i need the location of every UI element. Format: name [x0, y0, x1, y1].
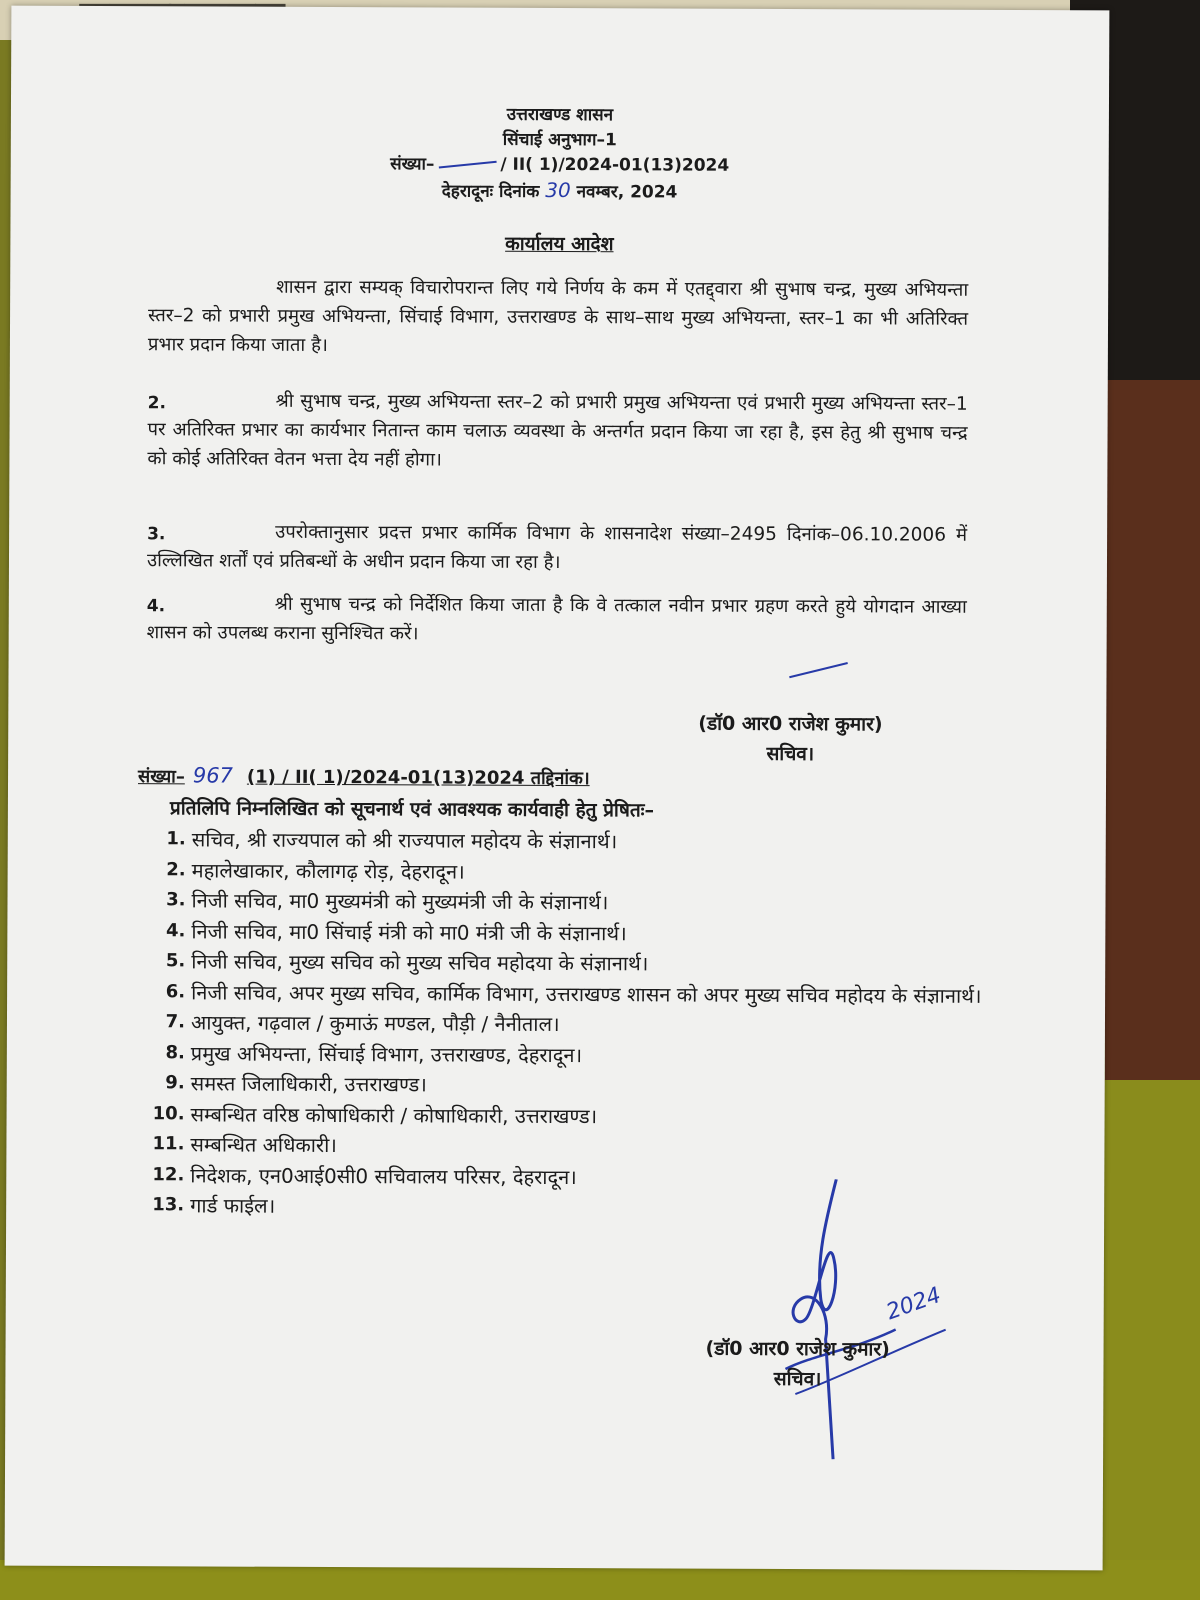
list-item-number: 12.: [152, 1163, 185, 1185]
order-title: कार्यालय आदेश: [505, 232, 614, 256]
list-item: [147, 1099, 1017, 1133]
document-page: [5, 6, 1110, 1571]
list-item: [147, 1038, 1017, 1072]
background-right-brown: [1105, 380, 1200, 1100]
list-item-number: 7.: [165, 1011, 186, 1033]
paragraph-1: शासन द्वारा सम्यक् विचारोपरान्त लिए गये निर्णय के कम में एतद्द्वारा श्री सुभाष चन्द्र, मुख्य अभियन्ता स्तर–2 को प्रभारी प्रमुख अभियन्ता, सिंचाई विभाग, उत्तराखण्ड के साथ–साथ मुख्य अभियन्ता, स्तर–1 का भी अतिरिक्त प्रभार प्रदान किया जाता है।: [147, 276, 969, 356]
list-item: [148, 824, 1018, 858]
list-item-text: महालेखाकार, कौलागढ़ रोड़, देहरादून।: [191, 857, 465, 884]
paragraph-3-number: 3.: [147, 524, 166, 545]
list-item-text: आयुक्त, गढ़वाल / कुमाऊं मण्डल, पौड़ी / नैनीताल।: [190, 1010, 560, 1037]
paragraph-4-number: 4.: [146, 596, 166, 617]
copy-reference: संख्या– 967 (1) / II( 1)/2024-01(13)2024 तद्दिनांक।: [137, 763, 590, 790]
list-item-text: समस्त जिलाधिकारी, उत्तराखण्ड।: [190, 1071, 427, 1097]
paragraph-2: श्री सुभाष चन्द्र, मुख्य अभियन्ता स्तर–2 को प्रभारी प्रमुख अभियन्ता एवं प्रभारी मुख्य अभियन्ता स्तर–1 पर अतिरिक्त प्रभार का कार्यभार नितान्त काम चलाऊ व्यवस्था के अन्तर्गत प्रदान किया जा रहा है, इस हेतु श्री सुभाष चन्द्र को कोई अतिरिक्त वेतन भत्ता देय नहीं होगा।: [147, 390, 968, 471]
list-item-text: निदेशक, एन0आई0सी0 सचिवालय परिसर, देहरादून।: [190, 1162, 577, 1189]
list-item-text: सम्बन्धित वरिष्ठ कोषाधिकारी / कोषाधिकारी, उत्तराखण्ड।: [190, 1101, 598, 1128]
signatory-2-name: (डॉ0 आर0 राजेश कुमार): [705, 1337, 890, 1361]
handwritten-date: 30: [545, 177, 571, 203]
list-item-text: गार्ड फाईल।: [190, 1193, 276, 1218]
signatory-2-designation: सचिव।: [773, 1367, 822, 1391]
list-item-number: 6.: [165, 980, 186, 1002]
paragraph-2-number: 2.: [147, 393, 167, 414]
document-header: [11, 101, 1109, 208]
handwritten-stroke: [438, 161, 496, 169]
list-item-number: 5.: [165, 950, 186, 972]
handwritten-year: 2024: [883, 1282, 945, 1326]
list-item: [147, 977, 1017, 1011]
copy-intro: प्रतिलिपि निम्नलिखित को सूचनार्थ एवं आवश्यक कार्यवाही हेतु प्रेषितः–: [169, 797, 655, 822]
list-item-number: 2.: [166, 858, 186, 880]
list-item-text: सचिव, श्री राज्यपाल को श्री राज्यपाल महोदय के संज्ञानार्थ।: [191, 827, 618, 854]
signatory-block: [698, 709, 883, 770]
list-item-text: निजी सचिव, मा0 मुख्यमंत्री को मुख्यमंत्री जी के संज्ञानार्थ।: [191, 888, 609, 915]
signatory-name: (डॉ0 आर0 राजेश कुमार): [698, 712, 883, 736]
signatory-block-2: [705, 1334, 890, 1395]
list-item: [147, 1007, 1017, 1041]
document-date: देहरादूनः दिनांक 30 नवम्बर, 2024: [441, 177, 678, 203]
list-item: [148, 855, 1018, 889]
paragraph-3: उपरोक्तानुसार प्रदत्त प्रभार कार्मिक विभाग के शासनादेश संख्या–2495 दिनांक–06.10.2006 में उल्लिखित शर्तों एवं प्रतिबन्धों के अधीन प्रदान किया जा रहा है।: [146, 521, 968, 574]
list-item: [147, 885, 1017, 919]
handwritten-number: 967: [192, 763, 234, 788]
reference-number: संख्या– / II( 1)/2024-01(13)2024: [390, 154, 730, 176]
list-item-text: निजी सचिव, मा0 सिंचाई मंत्री को मा0 मंत्री जी के संज्ञानार्थ।: [191, 918, 627, 945]
paragraph-4: श्री सुभाष चन्द्र को निर्देशित किया जाता है कि वे तत्काल नवीन प्रभार ग्रहण करते हुये योगदान आख्या शासन को उपलब्ध कराना सुनिश्चित करें।: [146, 593, 967, 645]
list-item-number: 13.: [152, 1194, 185, 1216]
list-item-number: 8.: [165, 1041, 185, 1063]
section-name: सिंचाई अनुभाग–1: [502, 129, 617, 151]
list-item: [147, 1068, 1017, 1102]
list-item-text: निजी सचिव, मुख्य सचिव को मुख्य सचिव महोदया के संज्ञानार्थ।: [191, 949, 649, 976]
initial-stroke: [789, 662, 848, 678]
list-item-number: 1.: [166, 828, 186, 850]
list-item-number: 11.: [152, 1133, 185, 1155]
list-item-number: 9.: [165, 1072, 185, 1094]
handwritten-signature: [775, 1179, 976, 1470]
signatory-designation: सचिव।: [766, 742, 815, 766]
list-item-number: 10.: [152, 1102, 185, 1124]
list-item-number: 4.: [165, 919, 186, 941]
list-item-text: प्रमुख अभियन्ता, सिंचाई विभाग, उत्तराखण्ड, देहरादून।: [190, 1040, 583, 1067]
list-item: [147, 946, 1017, 980]
govt-name: उत्तराखण्ड शासन: [506, 104, 614, 126]
list-item: [147, 916, 1017, 950]
list-item-number: 3.: [166, 889, 186, 911]
list-item-text: निजी सचिव, अपर मुख्य सचिव, कार्मिक विभाग, उत्तराखण्ड शासन को अपर मुख्य सचिव महोदय के संज्ञानार्थ।: [191, 979, 982, 1008]
list-item: [146, 1129, 1016, 1163]
copy-list: [146, 824, 1018, 1224]
list-item-text: सम्बन्धित अधिकारी।: [190, 1132, 337, 1158]
